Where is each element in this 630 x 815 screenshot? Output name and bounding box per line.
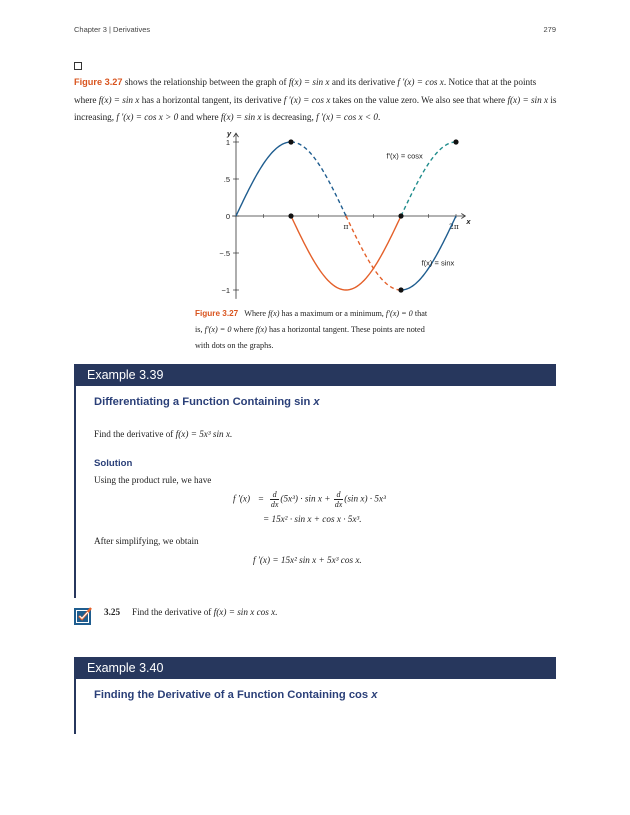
equation-final: f ′(x) = 15x² sin x + 5x³ cos x. [253, 555, 362, 565]
math-inline: f ′(x) = cos x [283, 94, 331, 105]
sine-label: f(x) = sinx [421, 258, 455, 268]
caption-text: Where [244, 309, 269, 318]
math-inline: f(x) = sin x cos x. [213, 607, 278, 617]
derivative-operator [270, 490, 280, 509]
intro-text: . [377, 112, 381, 122]
example-header-bar [74, 364, 556, 386]
intro-text: has a horizontal tangent, its derivative [139, 94, 284, 105]
math-inline: f(x) = sin x [220, 112, 262, 122]
extremum-dot [453, 139, 458, 144]
intro-text: takes on the value zero. We also see that where [330, 94, 508, 105]
cosine-label: f′(x) = cosx [386, 151, 423, 161]
math-inline: f(x) [268, 309, 280, 318]
extremum-dot [398, 287, 403, 292]
intro-text: and where [178, 112, 221, 122]
intro-text: is increasing, [74, 94, 557, 122]
extremum-dot [398, 213, 403, 218]
y-axis-label: y [227, 129, 232, 139]
extremum-dot [288, 139, 293, 144]
intro-text: and its derivative [329, 77, 398, 87]
sine-curve-segment [236, 142, 291, 216]
y-tick-label: 0 [225, 212, 230, 221]
solution-text: Using the product rule, we have [94, 475, 212, 485]
caption-label: Figure 3.27 [195, 309, 239, 318]
example-title-variable: x [313, 396, 320, 408]
x-tick-label: π [343, 222, 349, 231]
example-left-rule [74, 679, 76, 734]
page-number: 279 [543, 25, 556, 34]
problem-statement [94, 429, 232, 439]
example-title [94, 396, 320, 408]
y-tick-label: 1 [225, 138, 230, 147]
example-header-bar [74, 657, 556, 679]
example-title-text: Differentiating a Function Containing sin [94, 396, 314, 408]
math-inline: f′(x) = 0 [385, 309, 413, 318]
sine-curve-segment [343, 216, 401, 290]
frac-denominator: dx [270, 500, 279, 509]
example-title [94, 689, 377, 701]
example-left-rule [74, 386, 76, 598]
figure-caption [195, 306, 435, 354]
equals-sign: = [258, 493, 264, 504]
math-inline: f ′(x) = cos x < 0 [316, 112, 378, 122]
y-tick-label: .5 [223, 175, 230, 184]
math-inline: f(x) = 5x³ sin x. [175, 429, 233, 439]
intro-text: is decreasing, [261, 112, 317, 122]
caption-text: where [231, 325, 256, 334]
checkpoint-prompt: Find the derivative of [132, 607, 214, 617]
x-axis-label: x [466, 217, 471, 226]
equation-term: (sin x) · 5x³ [344, 493, 386, 504]
checkpoint-number: 3.25 [104, 607, 121, 617]
equation-line-1 [233, 490, 386, 509]
caption-text: has a maximum or a minimum, [279, 309, 386, 318]
frac-numerator: d [270, 490, 280, 500]
sine-cosine-graph [212, 128, 471, 300]
x-tick-label: 2π [449, 222, 459, 231]
intro-paragraph [74, 74, 558, 127]
example-number: Example 3.39 [87, 368, 164, 382]
after-text: After simplifying, we obtain [94, 536, 199, 546]
checklist-icon [74, 606, 94, 626]
math-inline: f′(x) = 0 [204, 325, 232, 334]
equation-line-2: = 15x² · sin x + cos x · 5x³. [263, 514, 362, 524]
math-inline: f(x) = sin x [98, 94, 140, 105]
frac-denominator: dx [334, 500, 343, 509]
caption-text: that is, [195, 309, 428, 334]
math-inline: f(x) = sin x [507, 94, 549, 105]
example-number: Example 3.40 [87, 661, 164, 675]
y-tick-label: −1 [221, 286, 230, 295]
sine-curve-segment [291, 142, 346, 216]
checkbox-icon [74, 62, 82, 70]
y-tick-label: −.5 [219, 249, 230, 258]
derivative-operator [334, 490, 344, 509]
running-header-chapter: Chapter 3 | Derivatives [74, 25, 151, 34]
extremum-dot [288, 213, 293, 218]
intro-text: shows the relationship between the graph of [122, 77, 289, 87]
equation-term: (5x³) · sin x + [280, 493, 333, 504]
caption-text: has a horizontal tangent. These points are noted with dots on the graphs. [195, 325, 425, 350]
sine-curve-segment [401, 216, 456, 290]
frac-numerator: d [334, 490, 344, 500]
figure-reference-link[interactable]: Figure 3.27 [74, 77, 123, 87]
example-title-text: Finding the Derivative of a Function Containing cos [94, 689, 372, 701]
math-inline: f ′(x) = cos x > 0 [116, 112, 179, 122]
checkpoint-text [132, 607, 278, 617]
intro-text: . Notice that at the points where [74, 77, 537, 105]
equation-lhs: f ′(x) [233, 493, 251, 504]
math-inline: f ′(x) = cos x [397, 77, 444, 87]
math-inline: f(x) [255, 325, 267, 334]
problem-text: Find the derivative of [94, 429, 176, 439]
math-inline: f(x) = sin x [288, 77, 330, 87]
solution-heading: Solution [94, 458, 133, 469]
example-title-variable: x [371, 689, 378, 701]
